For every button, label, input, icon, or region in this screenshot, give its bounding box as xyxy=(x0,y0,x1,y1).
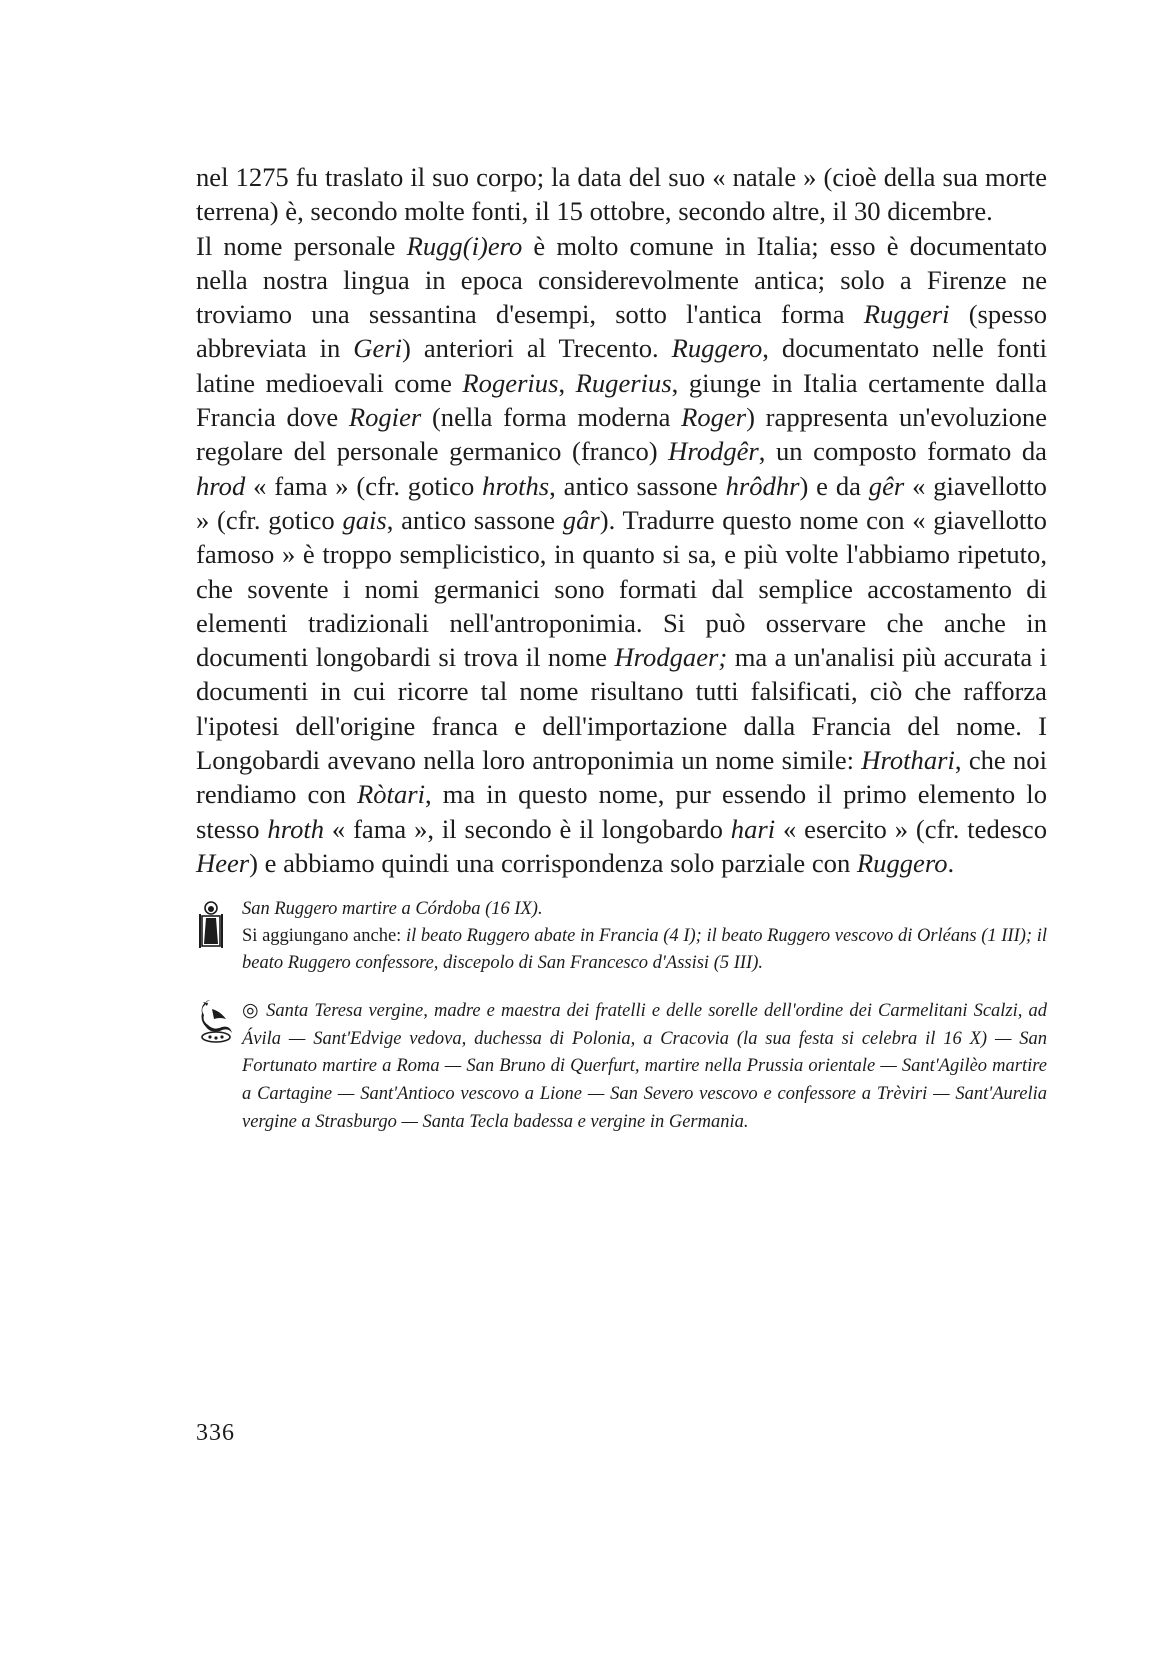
paragraph-2 xyxy=(196,229,1047,881)
text-run: Si aggiungano anche: xyxy=(242,926,406,947)
text-run: , xyxy=(558,367,576,398)
text-run: , antico sassone xyxy=(386,504,563,535)
italic-term: Rugerius xyxy=(575,367,672,398)
saints-of-day xyxy=(196,997,1047,1136)
text-run: , documentato nelle fonti latine medioevali come xyxy=(196,333,1047,398)
text-run: ). Tradurre questo nome con « giavellotto famoso » è troppo semplicistico, in quanto si sa, e più volte l'abbiamo ripetuto, che sovente i nomi germanici sono formati dal semplice accostamento di elementi tradizionali nell'antroponimia. Si può osservare che anche in documenti longobardi si trova il nome xyxy=(196,504,1047,673)
text-run: , ma in questo nome, pur essendo il primo elemento lo stesso xyxy=(196,779,1047,844)
text-run: ) rappresenta un'evoluzione regolare del personale germanico (franco) xyxy=(196,402,1047,467)
italic-term: Roger xyxy=(681,402,747,433)
eagle-emblem-icon xyxy=(196,997,236,1043)
italic-term: Ruggero xyxy=(671,333,763,364)
text-run: « fama », il secondo è il longobardo xyxy=(324,813,731,844)
italic-term: gêr xyxy=(868,470,905,501)
text-run: « esercito » (cfr. tedesco xyxy=(775,813,1048,844)
text-run: « fama » (cfr. gotico xyxy=(245,470,483,501)
italic-term: Ròtari xyxy=(357,779,425,810)
italic-term: Geri xyxy=(353,333,403,364)
text-run: ) e abbiamo quindi una corrispondenza solo parziale con xyxy=(249,847,857,878)
note-line-1: San Ruggero martire a Córdoba (16 IX). xyxy=(242,899,543,920)
text-run: , giunge in Italia certamente dalla Francia dove xyxy=(196,367,1047,433)
italic-term: Ruggero xyxy=(856,847,948,878)
italic-term: gâr xyxy=(562,504,600,535)
text-run: è molto comune in Italia; esso è documentato nella nostra lingua in epoca considerevolmente antica; solo a Firenze ne troviamo una sessantina d'esempi, sotto l'antica forma xyxy=(196,230,1047,330)
saints-list: Santa Teresa vergine, madre e maestra dei fratelli e delle sorelle dell'ordine dei Carmelitani Scalzi, ad Ávila — Sant'Edvige vedova, duchessa di Polonia, a Cracovia (la sua festa si celebra il 16 X) — San Fortunato martire a Roma — San Bruno di Querfurt, martire nella Prussia orientale — Sant'Agilèo martire a Cartagine — Sant'Antioco vescovo a Lione — San Severo vescovo e confessore a Trèviri — Sant'Aurelia vergine a Strasburgo — Santa Tecla badessa e vergine in Germania. xyxy=(242,1001,1047,1132)
text-run: (spesso abbreviata in xyxy=(196,299,1047,364)
text-run: , antico sassone xyxy=(549,470,726,501)
italic-term: il beato Ruggero abate in Francia (4 I); il beato Ruggero vescovo di Orléans (1 III); il beato Ruggero confessore, discepolo di San Francesco d'Assisi (5 III). xyxy=(242,926,1047,974)
saint-figure-icon xyxy=(196,900,226,950)
saint-note xyxy=(196,896,1047,977)
page-body xyxy=(196,160,1047,1136)
italic-term: hrôdhr xyxy=(725,470,800,501)
text-run: ) e da xyxy=(799,470,869,501)
text-run: , che noi rendiamo con xyxy=(196,745,1047,810)
italic-term: hrod xyxy=(196,470,246,501)
italic-term: hari xyxy=(730,813,776,844)
main-text xyxy=(196,160,1047,880)
italic-term: Hrodgêr xyxy=(668,436,759,467)
page-number: 336 xyxy=(196,1420,235,1446)
italic-term: Rogier xyxy=(348,402,422,433)
text-run: ) anteriori al Trecento. xyxy=(402,333,672,364)
note-rest xyxy=(242,923,1047,977)
paragraph-1: nel 1275 fu traslato il suo corpo; la data del suo « natale » (cioè della sua morte terrena) è, secondo molte fonti, il 15 ottobre, secondo altre, il 30 dicembre. xyxy=(196,162,1047,227)
text-run: « giavellotto » (cfr. gotico xyxy=(196,470,1047,535)
text-run: (nella forma moderna xyxy=(421,402,682,433)
italic-term: Rogerius xyxy=(462,367,559,398)
text-run: , un composto formato da xyxy=(758,436,1047,467)
text-run: ma a un'analisi più accurata i documenti in cui ricorre tal nome risultano tutti falsificati, ciò che rafforza l'ipotesi dell'origine franca e dell'importazione dalla Francia del nome. I Longobardi avevano nella loro antroponimia un nome simile: xyxy=(196,642,1048,776)
italic-term: gais xyxy=(342,504,387,535)
text-run: Il nome personale xyxy=(196,230,407,261)
feast-symbol: ◎ xyxy=(242,1000,261,1022)
italic-term: Ruggeri xyxy=(863,299,950,330)
text-run: . xyxy=(947,847,955,878)
italic-term: Rugg(i)ero xyxy=(406,230,523,261)
italic-term: Heer xyxy=(196,847,250,878)
italic-term: hroth xyxy=(267,813,325,844)
italic-term: hroths xyxy=(482,470,550,501)
italic-term: Hrothari xyxy=(861,745,955,776)
saints-text xyxy=(242,997,1047,1136)
italic-term: Hrodgaer; xyxy=(614,642,728,673)
